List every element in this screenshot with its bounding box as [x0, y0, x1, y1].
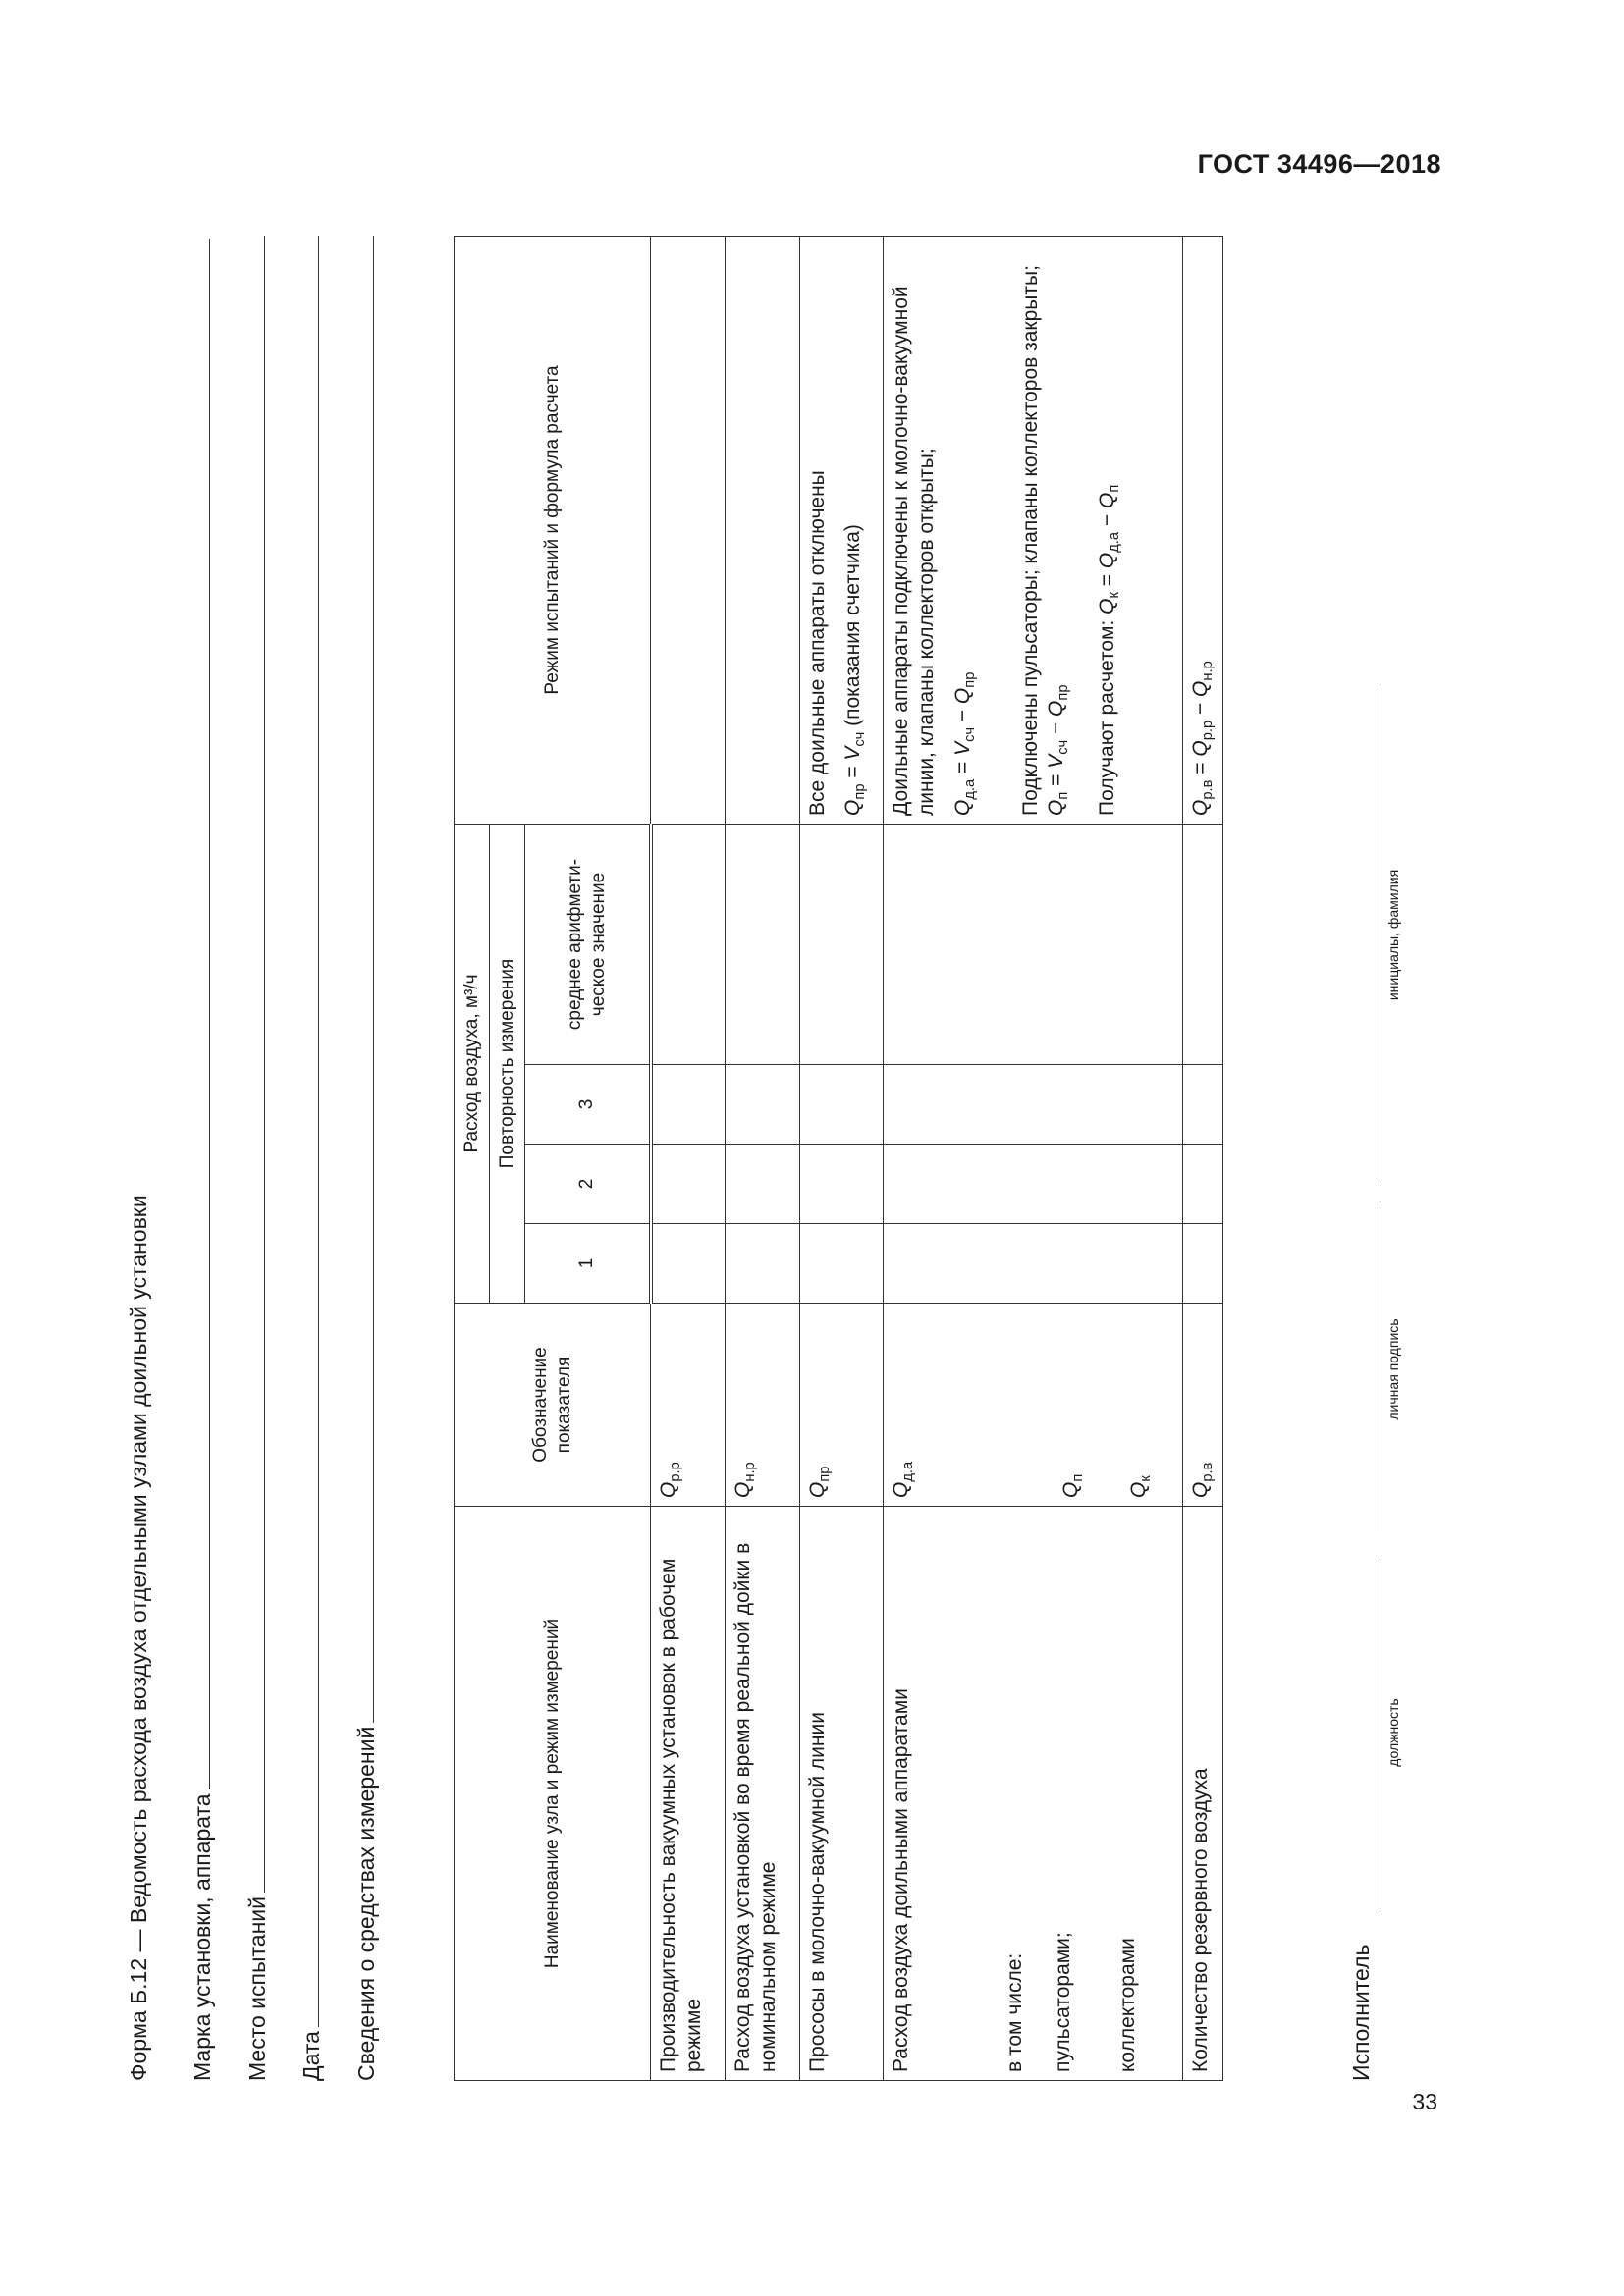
cell-mode [800, 236, 884, 824]
field-date-line[interactable] [318, 236, 319, 2027]
formula: $Q_{д.а} = V_{сч} - Q_{пр}$ [950, 671, 978, 816]
header-n3: 3 [525, 1065, 651, 1145]
symbol-q: $Q_п$ [1058, 1473, 1086, 1498]
cell-n1[interactable] [651, 1224, 726, 1304]
cell-n3[interactable] [884, 1065, 1183, 1145]
table-row [800, 236, 884, 2080]
field-instruments [349, 236, 380, 2081]
signature-position-caption: должность [1385, 1698, 1401, 1767]
cell-n2[interactable] [884, 1145, 1183, 1224]
symbol-q: $Q_{р.в}$ [1189, 1462, 1217, 1498]
row-name-pulsators: пульсаторами; [1051, 1932, 1074, 2072]
cell-n2[interactable] [651, 1145, 726, 1224]
cell-avg[interactable] [726, 824, 800, 1064]
field-date-label: Дата [298, 2031, 324, 2081]
cell-avg[interactable] [800, 824, 884, 1064]
cell-n1[interactable] [1183, 1224, 1223, 1304]
table-row [1183, 236, 1223, 2080]
header-mode: Режим испытаний и формула расчета [455, 236, 651, 824]
row-name: Производительность вакуумных установок в рабочем режиме [651, 1507, 726, 2081]
cell-avg[interactable] [651, 824, 726, 1064]
cell-n1[interactable] [726, 1224, 800, 1304]
cell-n1[interactable] [800, 1224, 884, 1304]
symbol-q: $Q_{пр}$ [806, 1466, 834, 1498]
row-name-incl: в том числе: [1003, 1952, 1027, 2072]
signature-name-caption: инициалы, фамилия [1385, 869, 1401, 1001]
cell-n3[interactable] [1183, 1065, 1223, 1145]
symbol-q: $Q_{д.а}$ [890, 1461, 917, 1498]
row-name: Количество резервного воздуха [1183, 1507, 1223, 2081]
field-place-label: Место испытаний [244, 1896, 270, 2081]
header-repeat: Повторность измерения [490, 824, 525, 1303]
signature-position-line[interactable] [1348, 1556, 1401, 1909]
formula: $Q_{р.в} = Q_{р.р} - Q_{н.р}$ [1189, 661, 1217, 816]
row-name: Прососы в молочно-вакуумной линии [800, 1507, 884, 2081]
signature-sign-line[interactable] [1348, 1207, 1401, 1531]
header-symbol: Обозначение показателя [455, 1304, 651, 1507]
signature-name-line[interactable] [1348, 687, 1401, 1183]
mode-text: Доильные аппараты подключены к молочно-вакуумной линии, клапаны коллекторов открыты; [890, 286, 939, 816]
cell-avg[interactable] [1183, 824, 1223, 1064]
field-instruments-label: Сведения о средствах измерений [353, 1726, 379, 2081]
field-place [240, 236, 271, 2081]
cell-n2[interactable] [1183, 1145, 1223, 1224]
header-airflow: Расход воздуха, м³/ч [455, 824, 490, 1303]
cell-n2[interactable] [800, 1145, 884, 1224]
cell-avg[interactable] [884, 824, 1183, 1064]
cell-mode [884, 236, 1183, 824]
mode-text: Все доильные аппараты отключены [806, 470, 829, 816]
cell-mode [726, 236, 800, 824]
cell-mode [1183, 236, 1223, 824]
row-name-collectors: коллекторами [1115, 1938, 1139, 2072]
cell-n3[interactable] [800, 1065, 884, 1145]
rotated-form [126, 236, 1461, 2081]
cell-n1[interactable] [884, 1224, 1183, 1304]
document-header: ГОСТ 34496—2018 [1197, 149, 1441, 179]
row-symbol [1183, 1304, 1223, 1507]
field-date [294, 236, 325, 2081]
cell-n2[interactable] [726, 1145, 800, 1224]
page-number: 33 [1412, 2089, 1437, 2114]
row-name-main: Расход воздуха доильными аппаратами [890, 1688, 912, 2072]
header-n1: 1 [525, 1224, 651, 1304]
table-row [726, 236, 800, 2080]
cell-mode [651, 236, 726, 824]
field-brand-line[interactable] [209, 239, 210, 1789]
symbol-q: $Q_к$ [1127, 1475, 1155, 1498]
row-name: Расход воздуха установкой во время реальной дойки в номинальном режиме [726, 1507, 800, 2081]
field-instruments-line[interactable] [373, 236, 374, 1723]
row-symbol [800, 1304, 884, 1507]
measurement-table [454, 236, 1223, 2081]
table-row [651, 236, 726, 2080]
row-name [884, 1507, 1183, 2081]
form-title: Форма Б.12 — Ведомость расхода воздуха отдельными узлами доильной установки [126, 1195, 151, 2081]
row-symbol [726, 1304, 800, 1507]
symbol-q: $Q_{р.р}$ [657, 1462, 684, 1498]
signature-block [1348, 236, 1407, 2081]
mode-text: Подключены пульсаторы; клапаны коллекторов закрыты; $Q_п = V_{сч} - Q_{пр}$ [1019, 265, 1072, 816]
row-symbol [884, 1304, 1183, 1507]
field-place-line[interactable] [264, 236, 265, 1893]
header-avg: среднее арифмети-ческое значение [525, 824, 651, 1064]
signature-label: Исполнитель [1348, 1944, 1374, 2081]
header-name: Наименование узла и режим измерений [455, 1507, 651, 2081]
field-brand [185, 236, 216, 2081]
row-symbol [651, 1304, 726, 1507]
table-row [884, 236, 1183, 2080]
cell-n3[interactable] [651, 1065, 726, 1145]
signature-sign-caption: личная подпись [1385, 1318, 1401, 1420]
header-n2: 2 [525, 1145, 651, 1224]
symbol-q: $Q_{н.р}$ [731, 1462, 759, 1498]
mode-text: Получают расчетом: $Q_к = Q_{д.а} - Q_п$ [1095, 484, 1123, 816]
formula: $Q_{пр} = V_{сч}$ (показания счетчика) [841, 524, 869, 816]
cell-n3[interactable] [726, 1065, 800, 1145]
field-brand-label: Марка установки, аппарата [189, 1793, 215, 2081]
